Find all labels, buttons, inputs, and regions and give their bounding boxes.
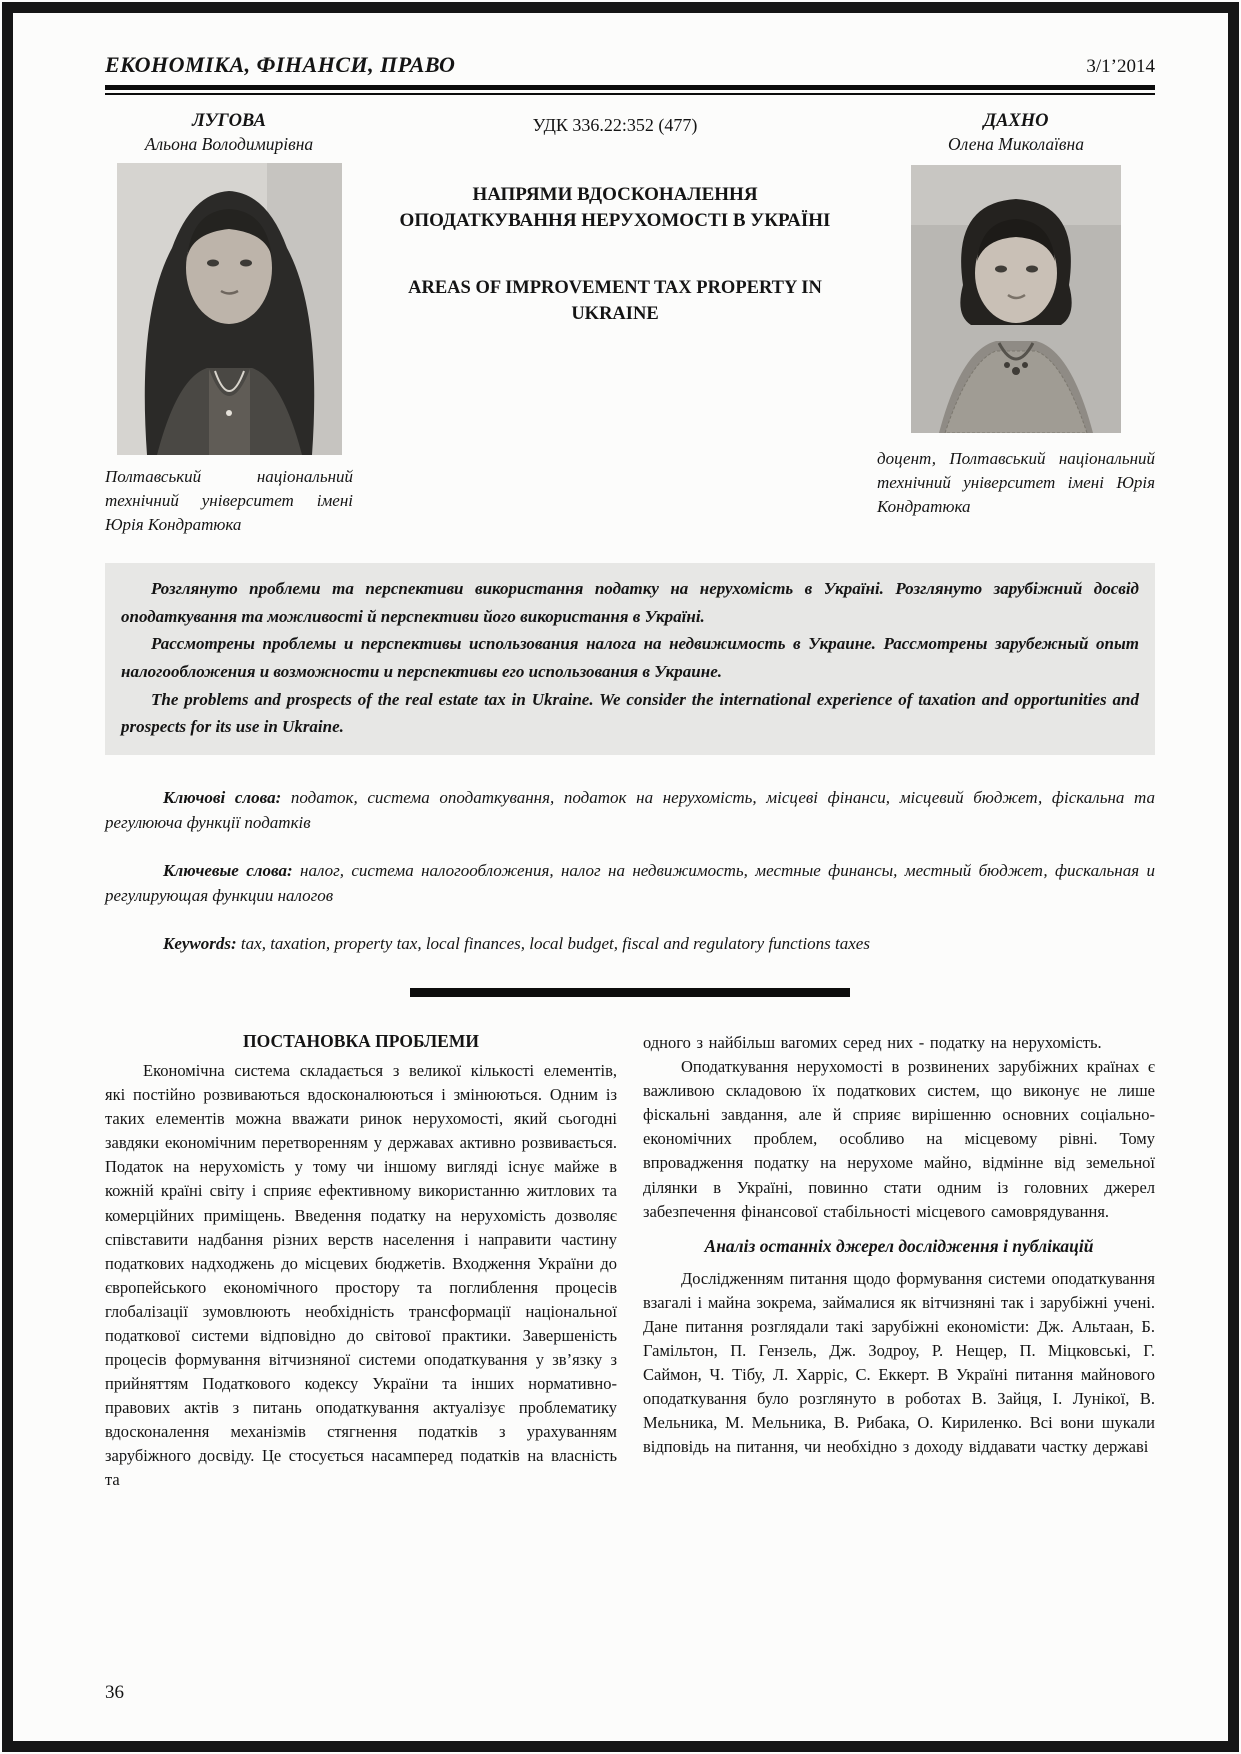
author-block-right [877,111,1155,537]
header-rule-thin [105,93,1155,95]
body-column-left [105,1031,617,1492]
author-given-name: Альона Володимирівна [144,134,314,154]
page-content [105,52,1155,1492]
article-title-en: AREAS OF IMPROVEMENT TAX PROPERTY IN UKRAINE [408,278,822,324]
journal-issue: 3/1’2014 [1086,56,1155,77]
keywords-label: Keywords: [163,933,237,953]
abstract-block [105,563,1155,754]
article-body [105,1031,1155,1492]
title-block [379,111,851,537]
author-surname: ДАХНО [983,111,1049,131]
author-surname: ЛУГОВА [192,111,266,131]
author-affiliation: Полтавський національний технічний університет імені Юрія Кондратюка [105,467,353,535]
body-paragraph: Дослідженням питання щодо формування системи оподаткування взагалі і майна зокрема, займалися як вітчизняні так і зарубіжні учені. Дане питання розглядали такі зарубіжні економісти: Дж. Альтаан, Б. Гамільтон, П. Гензель, Дж. Зодроу, Р. Нещер, П. Міцковські, Г. Саймон, Ч. Тібу, Л. Харріс, С. Еккерт. В Україні питання майнового оподаткування було розглянуто в роботах В. Зайця, І. Лунікої, В. Мельника, М. Мельника, В. Рибака, О. Кириленко. Всі вони шукали відповідь на питання, чи необхідно з доходу віддавати частку державі [643,1268,1155,1457]
page-number: 36 [105,1682,124,1703]
abstract-uk: Розглянуто проблеми та перспективи використання податку на нерухомість в Україні. Розглянуто зарубіжний досвід оподаткування та можливості й перспективи його використання в Україні. [121,579,1139,626]
header-rule-thick [105,85,1155,90]
body-paragraph: Оподаткування нерухомості в розвинених зарубіжних країнах є важливою складовою їх податкових систем, що виконує не лише фіскальні завдання, але й сприяє вирішенню основних соціально-економічних проблем, особливо на місцевому рівні. Тому впровадження податку на нерухоме майно, відмінне від земельної ділянки в Україні, повинно стати одним із головних джерел забезпечення фінансової стабільності місцевого самоврядування. [643,1057,1155,1221]
keywords-label: Ключевые слова: [163,860,293,880]
keywords-text: налог, система налогообложения, налог на недвижимость, местные финансы, местный бюджет, фискальная и регулирующая функции налогов [105,860,1155,906]
section-divider-bar [410,988,850,997]
keywords-uk [105,785,1155,836]
keywords-ru [105,858,1155,909]
keywords-text: tax, taxation, property tax, local finances, local budget, fiscal and regulatory functions taxes [236,933,870,953]
keywords-section [105,785,1155,957]
author-photo-left [117,163,342,455]
keywords-en [105,931,1155,957]
byline-band [105,111,1155,537]
body-paragraph: одного з найбільш вагомих серед них - податку на нерухомість. [643,1033,1102,1053]
abstract-en: The problems and prospects of the real estate tax in Ukraine. We consider the international experience of taxation and opportunities and prospects for its use in Ukraine. [121,689,1139,737]
article-title-uk: НАПРЯМИ ВДОСКОНАЛЕННЯ ОПОДАТКУВАННЯ НЕРУХОМОСТІ В УКРАЇНІ [399,184,831,232]
section-heading-analysis: Аналіз останніх джерел дослідження і публікацій [704,1235,1094,1256]
journal-name: ЕКОНОМІКА, ФІНАНСИ, ПРАВО [105,52,456,77]
keywords-label: Ключові слова: [163,787,282,807]
body-paragraph: Економічна система складається з великої кількості елементів, які постійно розвиваються вдосконалюються і змінюються. Одним із таких елементів можна вважати ринок нерухомості, який сьогодні завдяки економічним перетворенням у державах активно розвивається. Податок на нерухомість у тому чи іншому вигляді існує майже в кожній країні світу і сприяє ефективному використанню житлових та комерційних приміщень. Введення податку на нерухомість дозволяє співставити надбання різних верств населення і направити частину податкових надходжень до місцевих бюджетів. Входження України до європейського економічного простору та поглиблення процесів глобалізації зумовлюють необхідність трансформації національної податкової системи відповідно до світової практики. Завершеність процесів формування вітчизняної системи оподаткування у зв’язку з прийняттям Податкового кодексу України та інших нормативно-правових актів з питань оподаткування актуалізує проблематику вдосконалення механізмів стягнення податків з урахуванням зарубіжного досвіду. Це стосується насамперед податків на власність та [105,1061,617,1490]
keywords-text: податок, система оподаткування, податок на нерухомість, місцеві фінанси, місцевий бюджет, фіскальна та регулююча функції податків [105,787,1155,833]
udc-code: УДК 336.22:352 (477) [532,115,698,135]
author-affiliation: доцент, Полтавський національний технічний університет імені Юрія Кондратюка [877,449,1155,517]
abstract-ru: Рассмотрены проблемы и перспективы использования налога на недвижимость в Украине. Рассмотрены зарубежный опыт налогообложения и возможности и перспективы его использования в Украине. [121,634,1139,681]
journal-header [105,52,1155,85]
section-heading-problem: ПОСТАНОВКА ПРОБЛЕМИ [243,1031,479,1052]
body-column-right [643,1031,1155,1492]
author-photo-right [911,165,1121,433]
author-block-left [105,111,353,537]
author-given-name: Олена Миколаївна [948,134,1084,154]
